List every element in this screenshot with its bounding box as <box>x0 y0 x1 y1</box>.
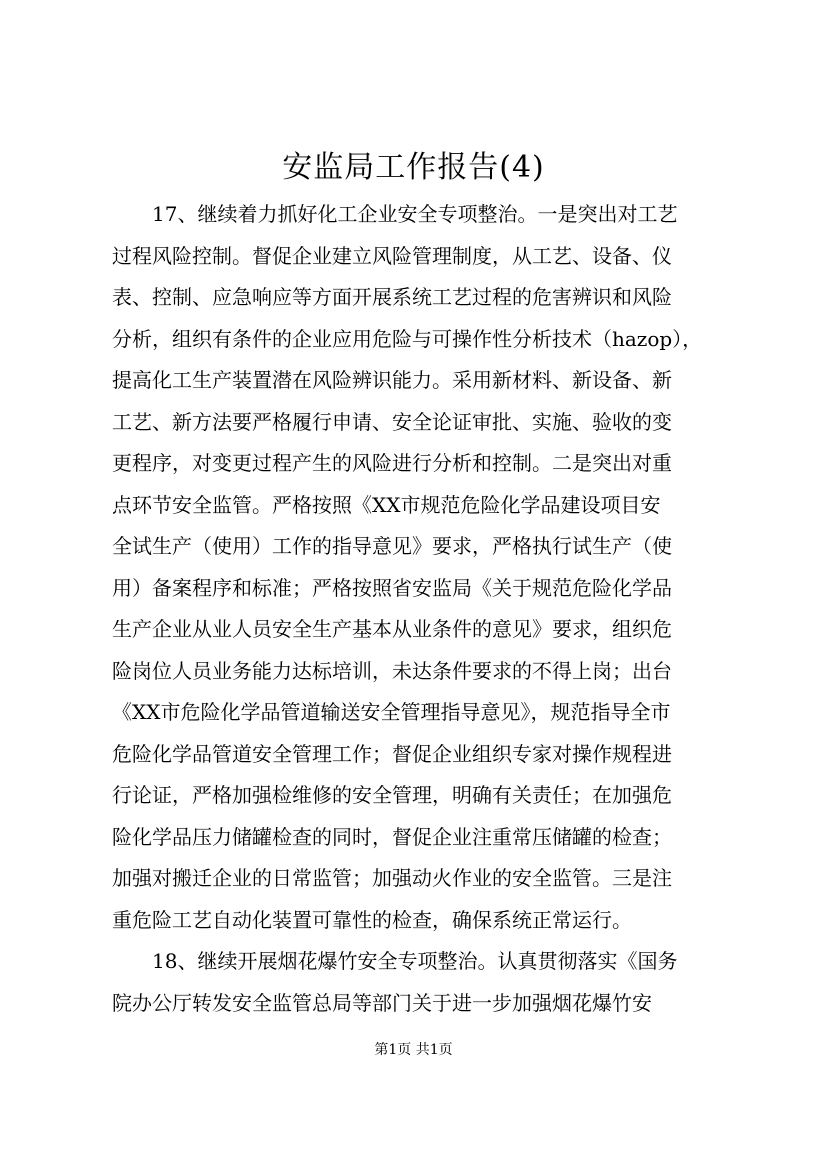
paragraph-line: 重危险工艺自动化装置可靠性的检查，确保系统正常运行。 <box>112 907 632 932</box>
paragraph-line: 18、继续开展烟花爆竹安全专项整治。认真贯彻落实《国务 <box>152 949 678 973</box>
document-body <box>112 194 732 1024</box>
paragraph-line: 点环节安全监管。严格按照《XX市规范危险化学品建设项目安 <box>112 492 661 517</box>
paragraph-line: 分析，组织有条件的企业应用危险与可操作性分析技术（hazop）， <box>112 326 703 351</box>
paragraph-line: 险化学品压力储罐检查的同时，督促企业注重常压储罐的检查； <box>112 824 672 849</box>
paragraph-line: 工艺、新方法要严格履行申请、安全论证审批、实施、验收的变 <box>112 409 672 434</box>
paragraph-line: 更程序，对变更过程产生的风险进行分析和控制。二是突出对重 <box>112 451 672 475</box>
paragraph-line: 险岗位人员业务能力达标培训，未达条件要求的不得上岗；出台 <box>112 658 672 683</box>
paragraph-line: 全试生产（使用）工作的指导意见》要求，严格执行试生产（使 <box>112 534 672 558</box>
paragraph-line: 行论证，严格加强检维修的安全管理，明确有关责任；在加强危 <box>112 783 672 807</box>
paragraph-line: 危险化学品管道安全管理工作；督促企业组织专家对操作规程进 <box>112 741 672 766</box>
paragraph-line: 提高化工生产装置潜在风险辨识能力。采用新材料、新设备、新 <box>112 368 672 392</box>
paragraph-line: 院办公厅转发安全监管总局等部门关于进一步加强烟花爆竹安 <box>112 990 652 1015</box>
paragraph-line: 生产企业从业人员安全生产基本从业条件的意见》要求，组织危 <box>112 617 672 641</box>
paragraph-line: 《XX市危险化学品管道输送安全管理指导意见》，规范指导全市 <box>112 700 671 724</box>
paragraph-line: 过程风险控制。督促企业建立风险管理制度，从工艺、设备、仪 <box>112 243 672 268</box>
paragraph-line: 用）备案程序和标准；严格按照省安监局《关于规范危险化学品 <box>112 575 672 600</box>
document-title: 安监局工作报告(4) <box>282 150 545 185</box>
paragraph-line: 表、控制、应急响应等方面开展系统工艺过程的危害辨识和风险 <box>112 285 672 309</box>
paragraph-line: 加强对搬迁企业的日常监管；加强动火作业的安全监管。三是注 <box>112 866 672 890</box>
page-footer: 第1页 共1页 <box>374 1042 453 1058</box>
paragraph-line: 17、继续着力抓好化工企业安全专项整治。一是突出对工艺 <box>152 202 678 226</box>
